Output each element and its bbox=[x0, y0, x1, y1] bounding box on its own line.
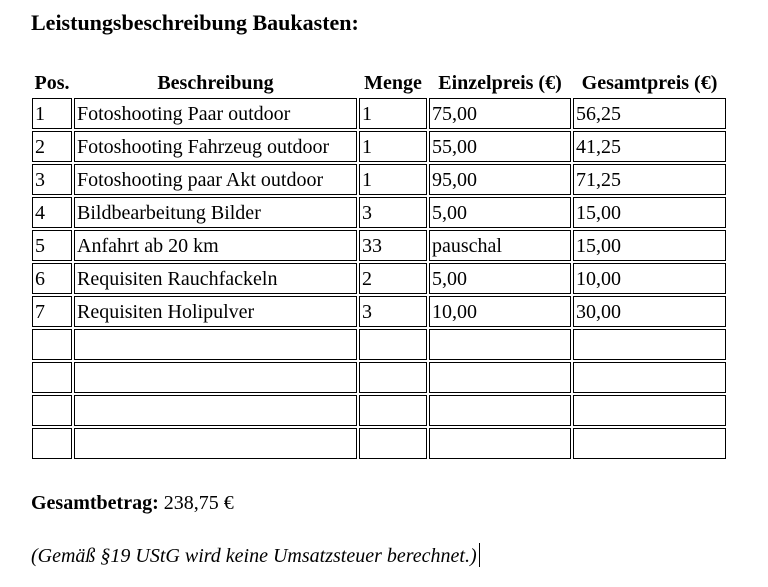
cell-total-price[interactable] bbox=[573, 329, 726, 360]
cell-pos[interactable]: 3 bbox=[32, 164, 72, 195]
cell-description[interactable] bbox=[74, 329, 357, 360]
cell-pos[interactable] bbox=[32, 362, 72, 393]
cell-unit-price[interactable]: 10,00 bbox=[429, 296, 571, 327]
cell-quantity[interactable]: 2 bbox=[359, 263, 427, 294]
total-value: 238,75 € bbox=[163, 492, 234, 514]
table-row bbox=[32, 230, 726, 261]
cell-quantity[interactable]: 1 bbox=[359, 164, 427, 195]
cell-unit-price[interactable]: pauschal bbox=[429, 230, 571, 261]
cell-total-price[interactable]: 10,00 bbox=[573, 263, 726, 294]
cell-unit-price[interactable]: 75,00 bbox=[429, 98, 571, 129]
cell-description[interactable]: Fotoshooting Paar outdoor bbox=[74, 98, 357, 129]
cell-description[interactable]: Bildbearbeitung Bilder bbox=[74, 197, 357, 228]
tax-note-text: (Gemäß §19 UStG wird keine Umsatzsteuer berechnet.) bbox=[31, 545, 477, 567]
cell-description[interactable] bbox=[74, 362, 357, 393]
cell-pos[interactable]: 5 bbox=[32, 230, 72, 261]
cell-description[interactable]: Requisiten Rauchfackeln bbox=[74, 263, 357, 294]
cell-unit-price[interactable]: 5,00 bbox=[429, 197, 571, 228]
total-label: Gesamtbetrag: bbox=[31, 492, 159, 514]
cell-total-price[interactable] bbox=[573, 395, 726, 426]
table-header-row bbox=[32, 70, 726, 96]
line-items-table bbox=[30, 68, 728, 461]
table-row bbox=[32, 395, 726, 426]
header-total-price: Gesamtpreis (€) bbox=[581, 72, 718, 94]
cell-unit-price[interactable]: 55,00 bbox=[429, 131, 571, 162]
cell-total-price[interactable]: 56,25 bbox=[573, 98, 726, 129]
cell-quantity[interactable] bbox=[359, 428, 427, 459]
cell-unit-price[interactable] bbox=[429, 329, 571, 360]
cell-quantity[interactable]: 33 bbox=[359, 230, 427, 261]
cell-quantity[interactable]: 3 bbox=[359, 197, 427, 228]
cell-description[interactable] bbox=[74, 428, 357, 459]
cell-pos[interactable]: 2 bbox=[32, 131, 72, 162]
cell-pos[interactable]: 1 bbox=[32, 98, 72, 129]
total-amount bbox=[31, 490, 234, 516]
document-heading: Leistungsbeschreibung Baukasten: bbox=[31, 10, 359, 35]
cell-description[interactable]: Fotoshooting paar Akt outdoor bbox=[74, 164, 357, 195]
text-cursor bbox=[479, 543, 480, 567]
table-row bbox=[32, 131, 726, 162]
table-row bbox=[32, 362, 726, 393]
table-row bbox=[32, 98, 726, 129]
table-row bbox=[32, 263, 726, 294]
cell-total-price[interactable]: 30,00 bbox=[573, 296, 726, 327]
cell-pos[interactable]: 7 bbox=[32, 296, 72, 327]
cell-total-price[interactable]: 41,25 bbox=[573, 131, 726, 162]
cell-unit-price[interactable] bbox=[429, 428, 571, 459]
cell-unit-price[interactable] bbox=[429, 362, 571, 393]
cell-description[interactable]: Anfahrt ab 20 km bbox=[74, 230, 357, 261]
cell-total-price[interactable] bbox=[573, 362, 726, 393]
cell-total-price[interactable]: 71,25 bbox=[573, 164, 726, 195]
table-row bbox=[32, 164, 726, 195]
cell-quantity[interactable] bbox=[359, 329, 427, 360]
header-pos: Pos. bbox=[34, 72, 70, 94]
cell-pos[interactable] bbox=[32, 428, 72, 459]
cell-total-price[interactable]: 15,00 bbox=[573, 197, 726, 228]
cell-pos[interactable] bbox=[32, 329, 72, 360]
table-row bbox=[32, 296, 726, 327]
cell-description[interactable] bbox=[74, 395, 357, 426]
cell-unit-price[interactable] bbox=[429, 395, 571, 426]
header-unit-price: Einzelpreis (€) bbox=[438, 72, 562, 94]
cell-pos[interactable] bbox=[32, 395, 72, 426]
table-row bbox=[32, 329, 726, 360]
cell-quantity[interactable]: 3 bbox=[359, 296, 427, 327]
cell-quantity[interactable]: 1 bbox=[359, 98, 427, 129]
cell-total-price[interactable]: 15,00 bbox=[573, 230, 726, 261]
table-row bbox=[32, 197, 726, 228]
cell-quantity[interactable] bbox=[359, 395, 427, 426]
cell-unit-price[interactable]: 5,00 bbox=[429, 263, 571, 294]
cell-unit-price[interactable]: 95,00 bbox=[429, 164, 571, 195]
cell-description[interactable]: Requisiten Holipulver bbox=[74, 296, 357, 327]
header-quantity: Menge bbox=[364, 72, 422, 94]
cell-quantity[interactable] bbox=[359, 362, 427, 393]
cell-pos[interactable]: 4 bbox=[32, 197, 72, 228]
header-description: Beschreibung bbox=[157, 72, 274, 94]
cell-total-price[interactable] bbox=[573, 428, 726, 459]
cell-quantity[interactable]: 1 bbox=[359, 131, 427, 162]
tax-note[interactable] bbox=[31, 543, 480, 569]
cell-pos[interactable]: 6 bbox=[32, 263, 72, 294]
cell-description[interactable]: Fotoshooting Fahrzeug outdoor bbox=[74, 131, 357, 162]
table-row bbox=[32, 428, 726, 459]
